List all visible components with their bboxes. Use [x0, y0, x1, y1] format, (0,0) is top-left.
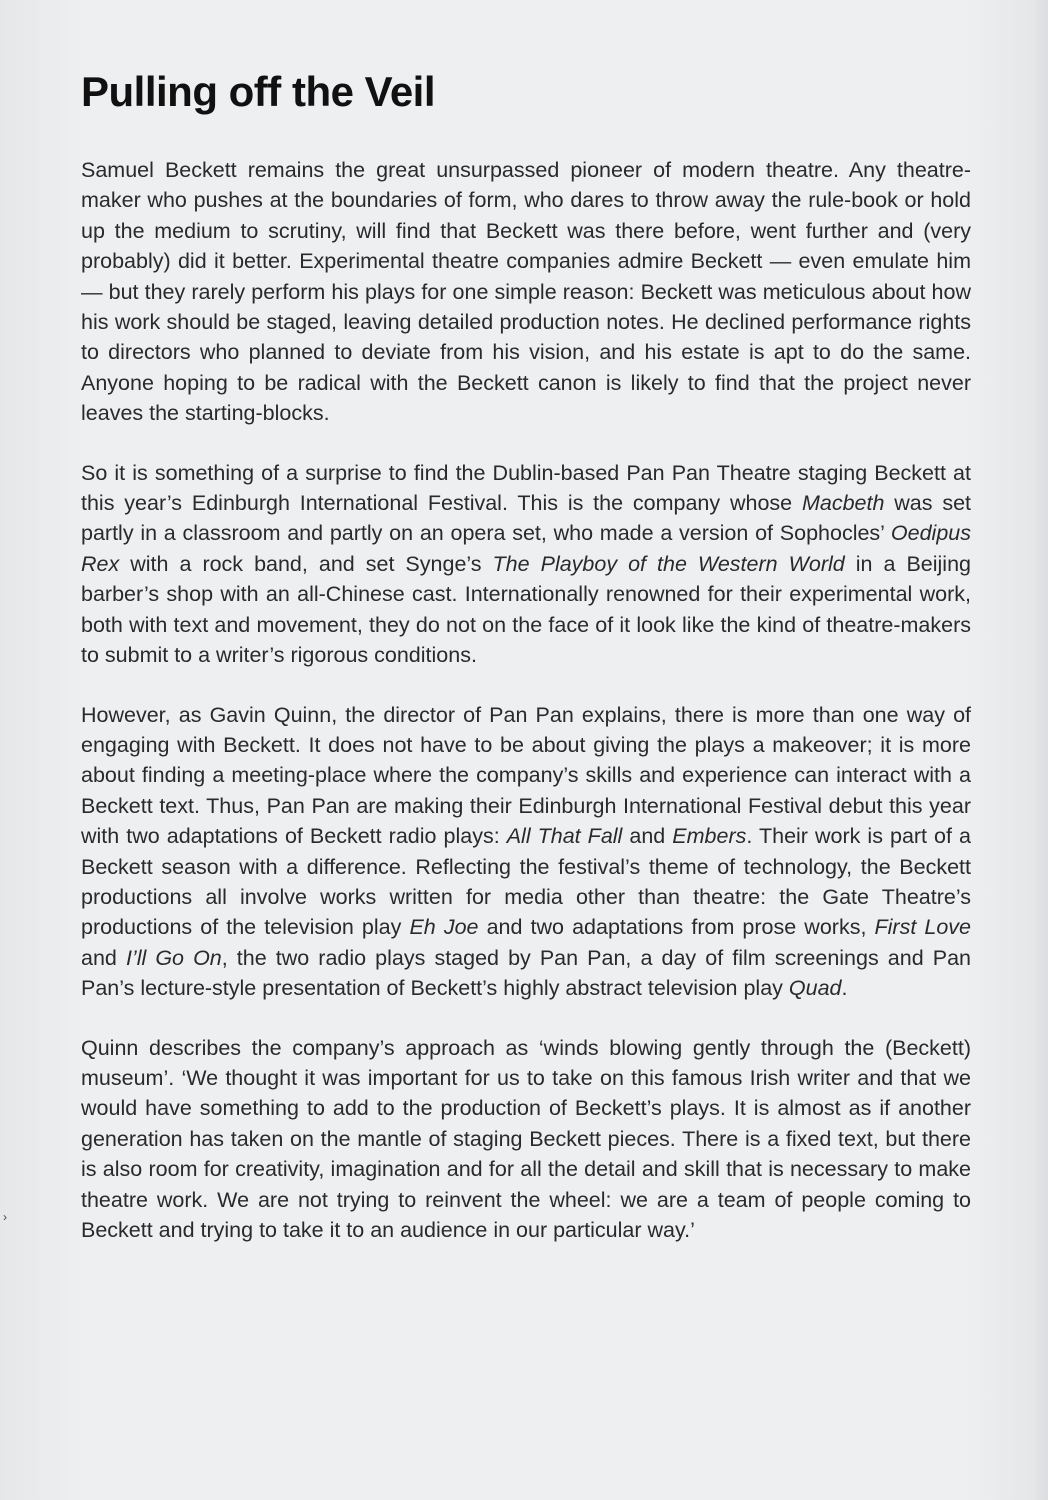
- italic-title-text: Embers: [672, 824, 747, 849]
- paragraph-2: [81, 458, 971, 671]
- scan-edge-mark: ›: [3, 1210, 7, 1224]
- text-run: So it is something of a surprise to find the Dublin-based Pan Pan Theatre staging Beckett at this year’s Edinburgh International Festival. This is the company whose: [81, 460, 971, 516]
- text-run: Quinn describes the company’s approach as ‘winds blowing gently through the (Beckett) museum’. ‘We thought it was important for us to take on this famous Irish writer and that we would have something to add to the production of Beckett’s plays. It is almost as if another generation has taken on the mantle of staging Beckett pieces. There is a fixed text, but there is also room for creativity, imagination and for all the detail and skill that is necessary to make theatre work. We are not trying to reinvent the wheel: we are a team of people coming to Beckett and trying to take it to an audience in our particular way.’: [81, 1035, 971, 1242]
- italic-title-text: All That Fall: [506, 824, 623, 849]
- text-run: . Their work is part of a Beckett season with a difference. Reflecting the festival’s theme of technology, the Beckett productions all involve works written for media other than theatre: the Gate Theatre’s productions of the television play: [81, 824, 971, 940]
- text-run: and: [81, 945, 126, 970]
- italic-title-text: Eh Joe: [409, 915, 479, 940]
- page-edge-shadow: [1034, 0, 1048, 1500]
- italic-title-text: Oedipus Rex: [81, 521, 971, 576]
- paragraph-1: [81, 155, 971, 429]
- italic-title-text: I’ll Go On: [125, 945, 222, 970]
- text-run: in a Beijing barber’s shop with an all-Chinese cast. Internationally renowned for their experimental work, both with text and movement, they do not on the face of it look like the kind of theatre-makers to submit to a writer’s rigorous conditions.: [81, 551, 971, 668]
- article-body: [81, 155, 971, 1274]
- paragraph-3: [81, 700, 971, 1004]
- italic-title-text: Quad: [788, 976, 842, 1001]
- text-run: with a rock band, and set Synge’s: [119, 551, 493, 576]
- text-run: However, as Gavin Quinn, the director of Pan Pan explains, there is more than one way of engaging with Beckett. It does not have to be about giving the plays a makeover; it is more about finding a meeting-place where the company’s skills and experience can interact with a Beckett text. Thus, Pan Pan are making their Edinburgh International Festival debut this year with two adaptations of Beckett radio plays:: [81, 702, 971, 849]
- text-run: was set partly in a classroom and partly on an opera set, who made a version of Sophocles’: [81, 491, 971, 546]
- text-run: .: [841, 976, 848, 1001]
- italic-title-text: The Playboy of the Western World: [492, 551, 845, 576]
- article-title: Pulling off the Veil: [81, 68, 436, 115]
- paragraph-4: [81, 1033, 971, 1246]
- italic-title-text: First Love: [874, 915, 971, 940]
- text-run: Samuel Beckett remains the great unsurpassed pioneer of modern theatre. Any theatre-maker who pushes at the boundaries of form, who dares to throw away the rule-book or hold up the medium to scrutiny, will find that Beckett was there before, went further and (very probably) did it better. Experimental theatre companies admire Beckett — even emulate him — but they rarely perform his plays for one simple reason: Beckett was meticulous about how his work should be staged, leaving detailed production notes. He declined performance rights to directors who planned to deviate from his vision, and his estate is apt to do the same. Anyone hoping to be radical with the Beckett canon is likely to find that the project never leaves the starting-blocks.: [81, 158, 971, 426]
- text-run: , the two radio plays staged by Pan Pan, a day of film screenings and Pan Pan’s lecture-style presentation of Beckett’s highly abstract television play: [81, 945, 971, 1001]
- text-run: and two adaptations from prose works,: [478, 915, 875, 940]
- text-run: and: [622, 824, 673, 849]
- italic-title-text: Macbeth: [801, 491, 885, 516]
